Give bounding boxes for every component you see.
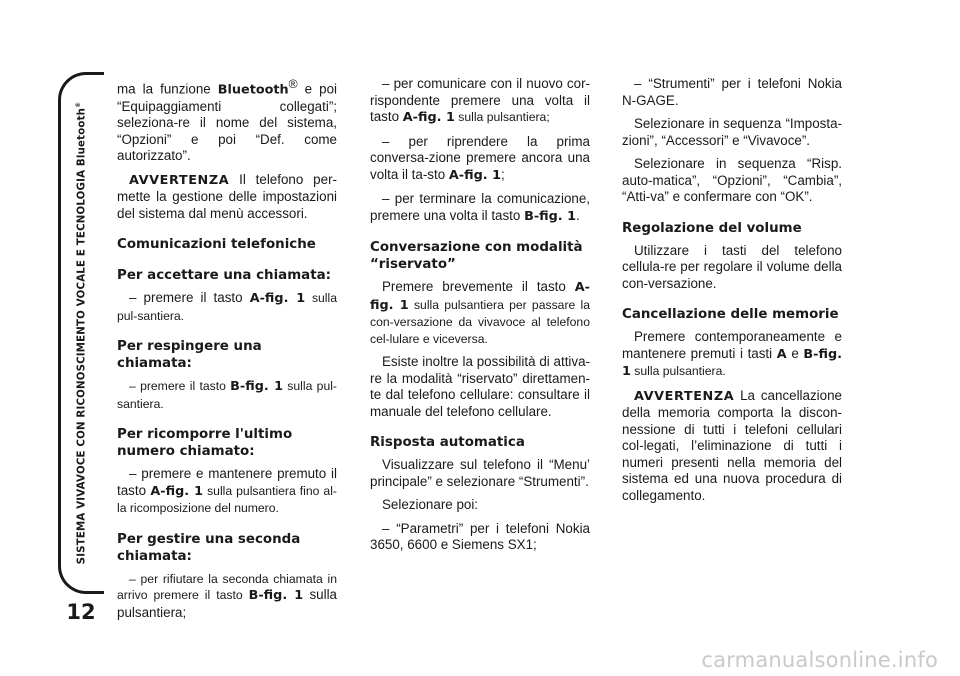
heading-second-call: Per gestire una seconda chiamata: bbox=[117, 531, 301, 564]
page-number: 12 bbox=[66, 600, 96, 624]
paragraph: ma la funzione Bluetooth® e poi “Equipaggiamenti collegati”; seleziona-re il nome del sistema, “Opzioni” e poi “Def. come autorizzato”. bbox=[117, 77, 337, 164]
registered-mark: ® bbox=[75, 101, 82, 108]
watermark: carmanualsonline.info bbox=[701, 648, 938, 672]
column-2 bbox=[370, 76, 590, 561]
heading-auto-answer: Risposta automatica bbox=[370, 435, 525, 450]
warning-paragraph: AVVERTENZA La cancellazione della memoria comporta la discon-nessione di tutti i telefoni cellulari col-legati, l’eliminazione di tutti i numeri presenti nella memoria del sistema ed una nuova procedura di collegamento. bbox=[622, 387, 842, 503]
section-title-vertical bbox=[68, 78, 90, 588]
paragraph: Premere brevemente il tasto A-fig. 1 sulla pulsantiera per passare la con-versazione da vivavoce al telefono cel-lulare e viceversa. bbox=[370, 279, 591, 346]
heading-volume: Regolazione del volume bbox=[622, 220, 802, 236]
paragraph: – per terminare la comunicazione, premere una volta il tasto B-fig. 1. bbox=[370, 191, 590, 224]
paragraph: Selezionare in sequenza “Imposta-zioni”, “Accessori” e “Vivavoce”. bbox=[622, 116, 842, 148]
paragraph: Premere contemporaneamente e mantenere premuti i tasti A e B-fig. 1 sulla pulsantiera. bbox=[622, 329, 842, 379]
paragraph: Utilizzare i tasti del telefono cellula-re per regolare il volume della con-versazione. bbox=[622, 242, 842, 291]
paragraph: – premere il tasto B-fig. 1 sulla pul-santiera. bbox=[117, 379, 337, 411]
heading-accept-call: Per accettare una chiamata: bbox=[117, 268, 331, 284]
warning-paragraph: AVVERTENZA Il telefono per-mette la gestione delle impostazioni del sistema dal menù accessori. bbox=[117, 171, 337, 221]
column-3 bbox=[622, 76, 842, 511]
paragraph: Esiste inoltre la possibilità di attiva-re la modalità “riservato” direttamen-te dal telefono cellulare: consultare il manuale del telefono cellulare. bbox=[370, 354, 590, 419]
heading-redial: Per ricomporre l'ultimo numero chiamato: bbox=[117, 427, 293, 460]
section-title-text: SISTEMA VIVAVOCE CON RICONOSCIMENTO VOCALE E TECNOLOGIA Bluetooth bbox=[76, 107, 88, 565]
heading-clear-memory: Cancellazione delle memorie bbox=[622, 307, 839, 322]
paragraph: Selezionare in sequenza “Risp. auto-matica”, “Opzioni”, “Cambia”, “Atti-va” e confermare con “OK”. bbox=[622, 156, 842, 204]
paragraph: – per rifiutare la seconda chiamata in arrivo premere il tasto B-fig. 1 sulla pulsantiera; bbox=[117, 571, 337, 620]
paragraph: Selezionare poi: bbox=[382, 497, 479, 512]
paragraph: – premere il tasto A-fig. 1 sulla pul-santiera. bbox=[117, 290, 338, 323]
heading-telephone-communications: Comunicazioni telefoniche bbox=[117, 237, 316, 253]
heading-private-mode: Conversazione con modalità “riservato” bbox=[370, 240, 583, 272]
column-1 bbox=[117, 76, 337, 628]
paragraph: Visualizzare sul telefono il “Menu’ principale” e selezionare “Strumenti”. bbox=[370, 457, 590, 489]
paragraph: – “Strumenti” per i telefoni Nokia N-GAGE. bbox=[622, 76, 842, 108]
paragraph: – per riprendere la prima conversa-zione premere ancora una volta il ta-sto A-fig. 1; bbox=[370, 133, 590, 183]
paragraph: – per comunicare con il nuovo cor-rispondente premere una volta il tasto A-fig. 1 sulla pulsantiera; bbox=[370, 76, 590, 125]
paragraph: – “Parametri” per i telefoni Nokia 3650, 6600 e Siemens SX1; bbox=[370, 520, 590, 552]
paragraph: – premere e mantenere premuto il tasto A-fig. 1 sulla pulsantiera fino al-la ricomposizione del numero. bbox=[117, 466, 337, 516]
heading-reject-call: Per respingere una chiamata: bbox=[117, 339, 262, 372]
